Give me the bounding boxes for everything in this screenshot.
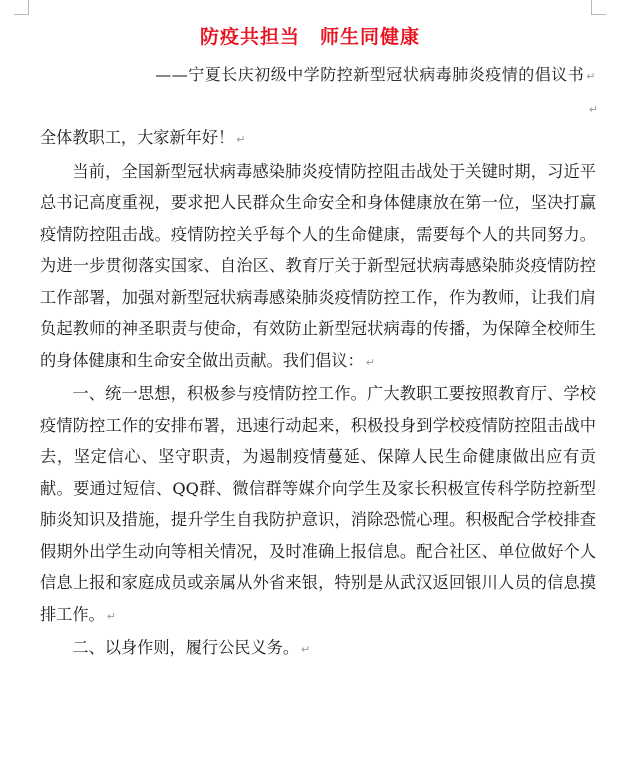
paragraph-text: 全体教职工，大家新年好！ [40, 128, 235, 147]
paragraph-text: 当前，全国新型冠状病毒感染肺炎疫情防控阻击战处于关键时期，习近平总书记高度重视，要求把人民群众生命安全和身体健康放在第一位，坚决打赢疫情防控阻击战。疫情防控关乎每个人的生命健康，需要每个人的共同努力。为进一步贯彻落实国家、自治区、教育厅关于新型冠状病毒感染肺炎疫情防控工作部署，加强对新型冠状病毒感染肺炎疫情防控工作，作为教师，让我们肩负起教师的神圣职责与使命，有效防止新型冠状病毒的传播，为保障全校师生的身体健康和生命安全做出贡献。我们倡议： [40, 161, 596, 370]
page-corner-mark-top-left [14, 0, 29, 15]
subtitle-text: ——宁夏长庆初级中学防控新型冠状病毒肺炎疫情的倡议书 [155, 65, 585, 84]
paragraph-text: 二、以身作则，履行公民义务。 [72, 638, 300, 657]
document-subtitle [155, 62, 596, 85]
paragraph-mark-icon: ↵ [365, 355, 375, 369]
document-body [40, 122, 596, 666]
intro-paragraph [40, 156, 596, 379]
document-title: 防疫共担当 师生同健康 [199, 26, 420, 48]
paragraph-text: 一、统一思想，积极参与疫情防控工作。广大教职工要按照教育厅、学校疫情防控工作的安排布署，迅速行动起来，积极投身到学校疫情防控阻击战中去，坚定信心、坚守职责，为遏制疫情蔓延、保障人民生命健康做出应有贡献。要通过短信、QQ群、微信群等媒介向学生及家长积极宣传科学防控新型肺炎知识及措施，提升学生自我防护意识，消除恐慌心理。积极配合学校排查假期外出学生动向等相关情况，及时准确上报信息。配合社区、单位做好个人信息上报和家庭成员或亲属从外省来银，特别是从武汉返回银川人员的信息摸排工作。 [40, 384, 596, 624]
paragraph-mark-icon: ↵ [588, 103, 598, 116]
section-two-heading [40, 632, 596, 666]
page-corner-mark-top-right [591, 0, 606, 15]
paragraph-mark-icon: ↵ [301, 643, 311, 656]
paragraph-mark-icon: ↵ [236, 133, 246, 146]
paragraph-mark-icon: ↵ [586, 70, 596, 83]
paragraph-mark-icon: ↵ [106, 609, 116, 623]
empty-paragraph [587, 98, 598, 117]
section-one-paragraph [40, 378, 596, 632]
greeting-paragraph [40, 122, 596, 156]
